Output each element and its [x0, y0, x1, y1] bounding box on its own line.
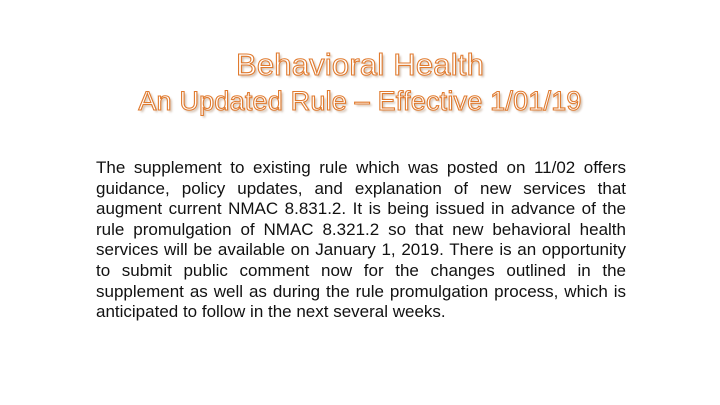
title-block [0, 46, 720, 118]
slide-title: Behavioral Health [235, 47, 485, 82]
slide-subtitle: An Updated Rule – Effective 1/01/19 [138, 86, 582, 116]
body-paragraph: The supplement to existing rule which was posted on 11/02 offers guidance, policy updates, and explanation of new services that augment current NMAC 8.831.2. It is being issued in advance of the rule promulgation of NMAC 8.321.2 so that new behavioral health services will be available on January 1, 2019. There is an opportunity to submit public comment now for the changes outlined in the supplement as well as during the rule promulgation process, which is anticipated to follow in the next several weeks. [96, 158, 626, 322]
